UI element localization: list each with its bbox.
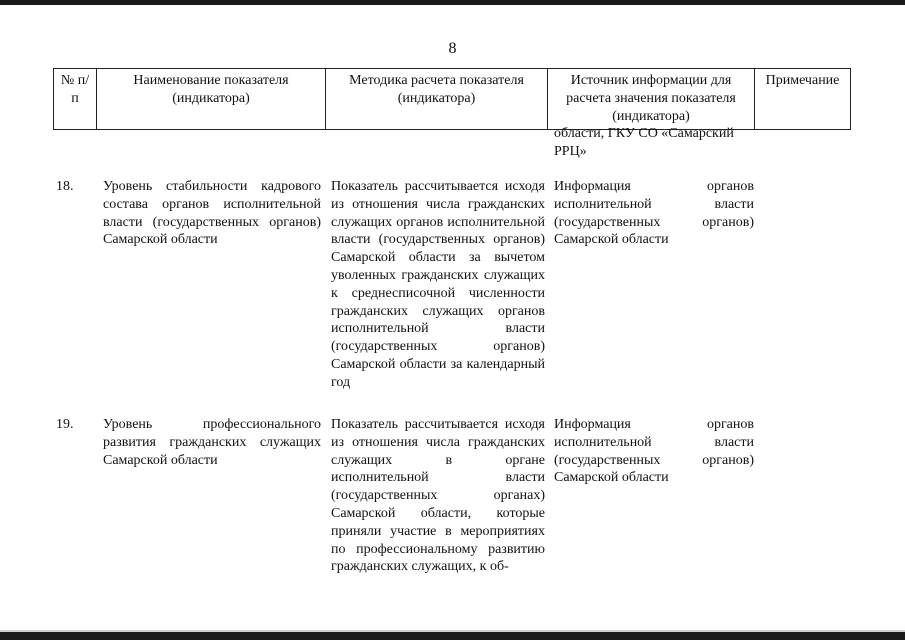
row-18-source: Информация органов исполнительной власти (государственных органов) Самарской области <box>554 179 754 248</box>
header-col-number: № п/п <box>54 69 97 130</box>
row-19-number: 19. <box>56 417 74 432</box>
source-continuation: области, ГКУ СО «Самарский РРЦ» <box>554 126 734 159</box>
row-18-name: Уровень стабильности кадрового состава органов исполнительной власти (государственных органов) Самарской области <box>103 179 321 248</box>
row-19-method: Показатель рассчитывается исходя из отношения числа гражданских служащих в органе исполнительной власти (государственных органах) Самарской области, которые приняли участие в мероприятиях по профессиональному развитию гражданских служащих, к об- <box>331 417 545 575</box>
header-col-source: Источник информации для расчета значения показателя (индикатора) <box>548 69 755 130</box>
header-col-note: Примечание <box>755 69 851 130</box>
header-row <box>54 69 851 130</box>
bottom-scan-border <box>0 632 905 640</box>
row-18-number: 18. <box>56 179 74 194</box>
row-19-name: Уровень профессионального развития гражданских служащих Самарской области <box>103 417 321 468</box>
row-19-source: Информация органов исполнительной власти (государственных органов) Самарской области <box>554 417 754 486</box>
table-header <box>53 68 851 130</box>
header-col-method: Методика расчета показателя (индикатора) <box>326 69 548 130</box>
page-number: 8 <box>448 40 457 57</box>
top-scan-border <box>0 0 905 5</box>
header-col-name: Наименование показателя (индикатора) <box>97 69 326 130</box>
row-18-method: Показатель рассчитывается исходя из отношения числа гражданских служащих органов исполнительной власти (государственных органов) Самарской области за вычетом уволенных гражданских служащих к среднесписочной численности гражданских служащих органов исполнительной власти (государственных органов) Самарской области за календарный год <box>331 179 545 390</box>
